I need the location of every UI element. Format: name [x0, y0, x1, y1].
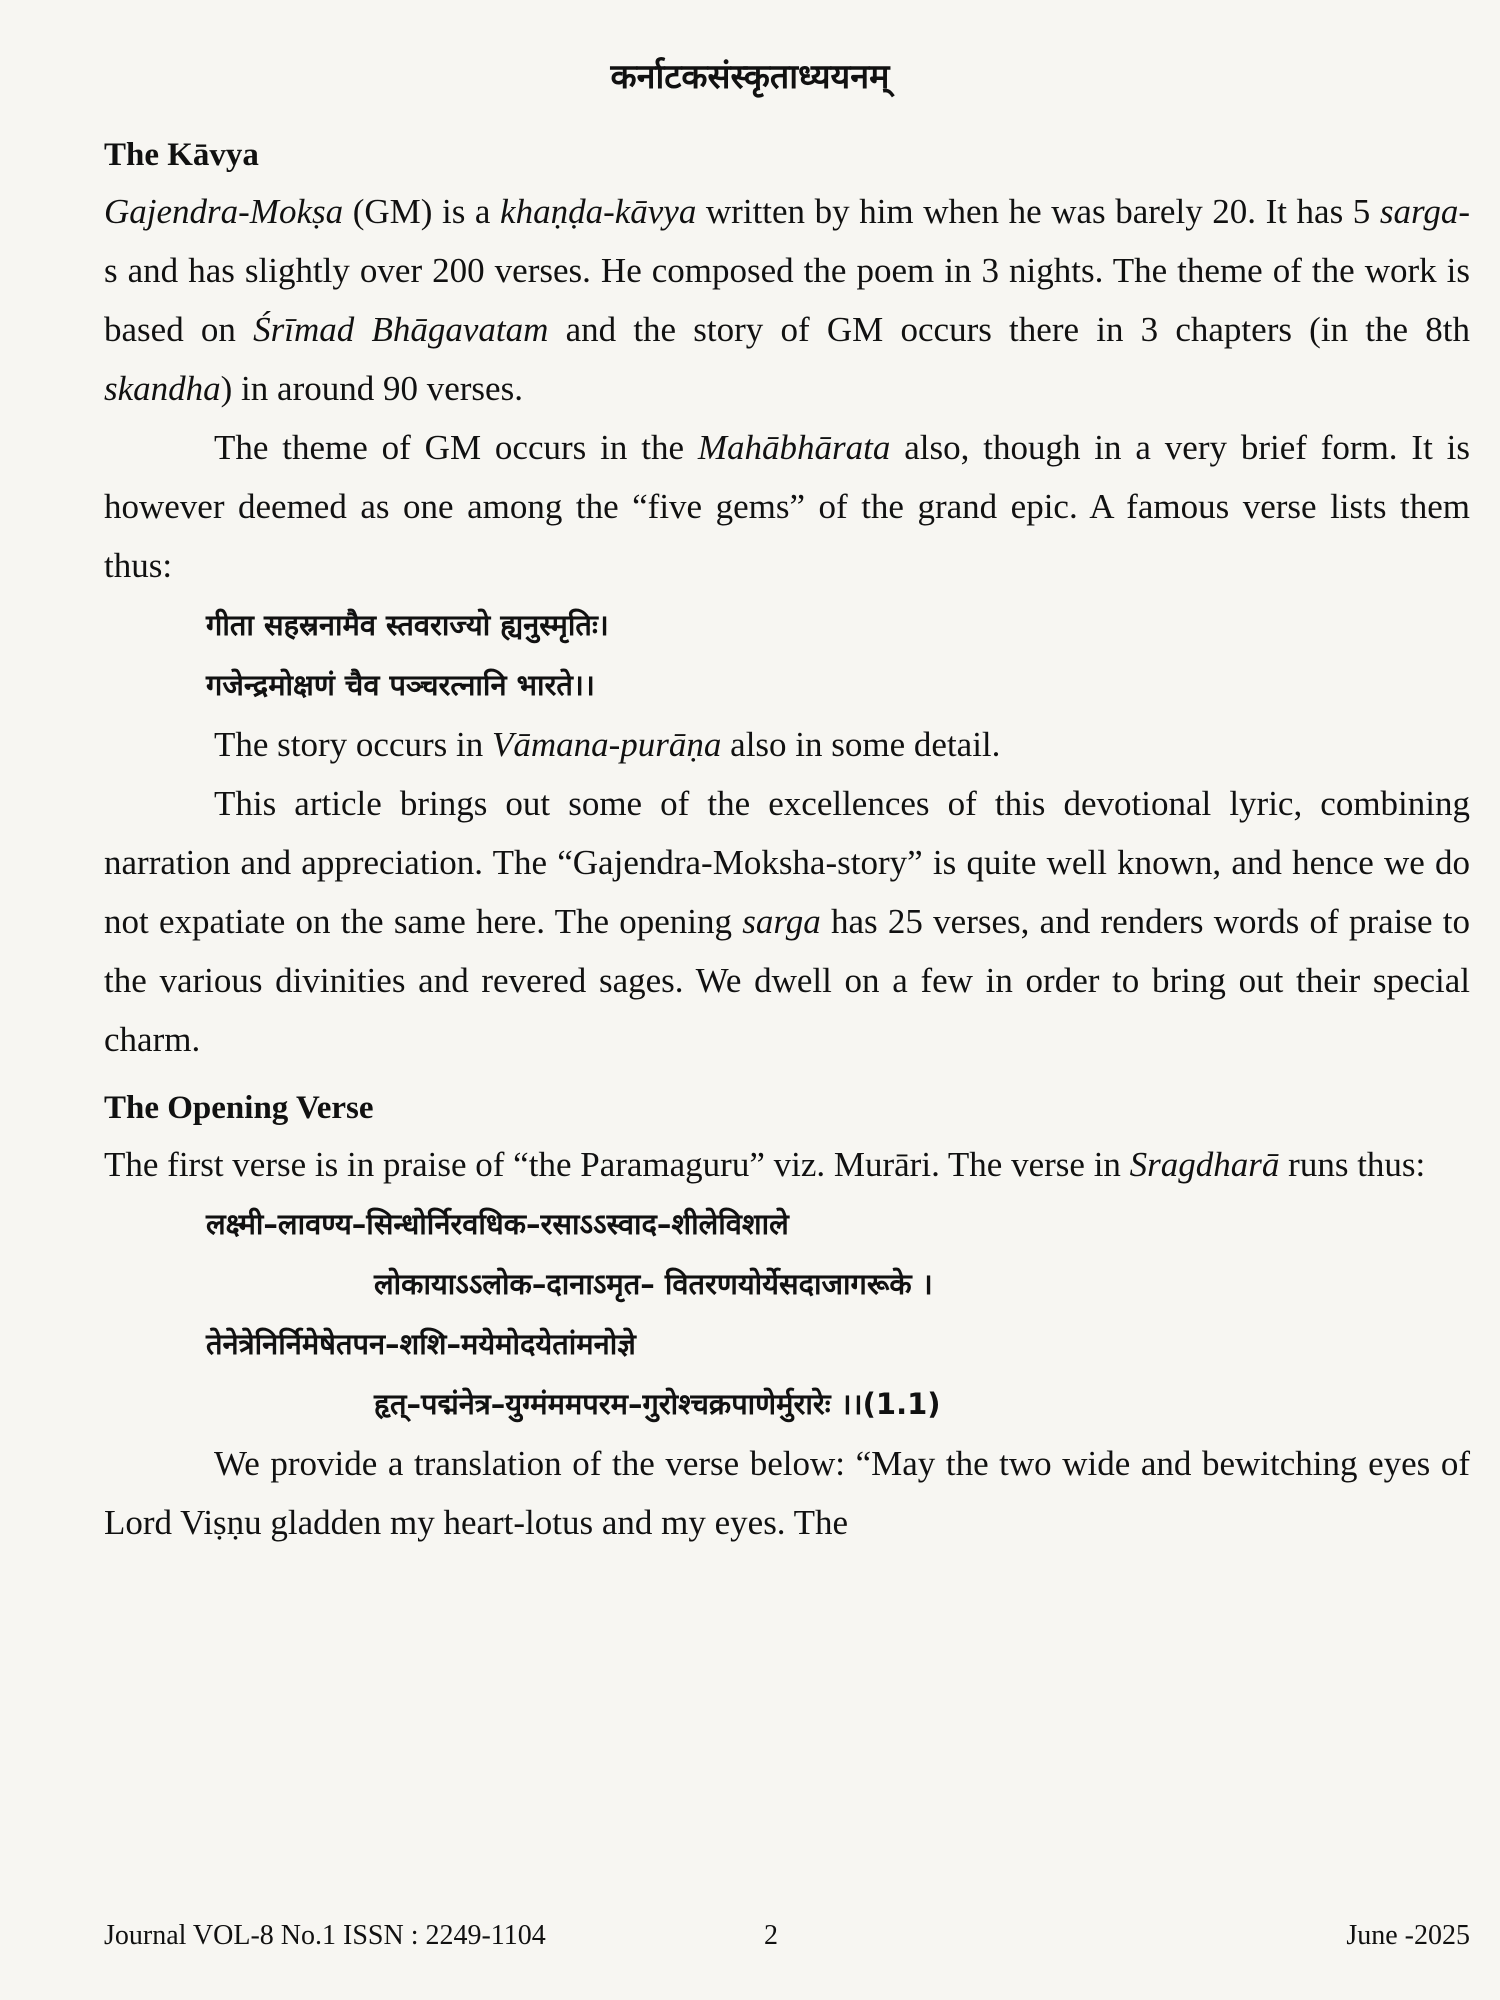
paragraph-vamana-purana: The story occurs in Vāmana-purāṇa also in some detail.: [214, 725, 1001, 764]
page-number: 2: [764, 1920, 778, 1951]
paragraph-gm-intro: Gajendra-Mokṣa (GM) is a khaṇḍa-kāvya written by him when he was barely 20. It has 5 sarga-s and has slightly over 200 verses. He composed the poem in 3 nights. The theme of the work is based on Śrīmad Bhāgavatam and the story of GM occurs there in 3 chapters (in the 8th skandha) in around 90 verses.: [104, 192, 1470, 408]
section-heading-kavya: The Kāvya: [104, 137, 259, 173]
verse-line: गजेन्द्रमोक्षणं चैव पञ्चरत्नानि भारते।।: [206, 668, 595, 702]
sanskrit-verse-1-1: [104, 1194, 1470, 1434]
section-heading-opening-verse: The Opening Verse: [104, 1090, 374, 1126]
article-body: [104, 128, 1470, 1552]
sanskrit-verse-five-gems: [104, 595, 1470, 715]
paragraph-article-purpose: This article brings out some of the excellences of this devotional lyric, combining narration and appreciation. The “Gajendra-Moksha-story” is quite well known, and hence we do not expatiate on the same here. The opening sarga has 25 verses, and renders words of praise to the various divinities and revered sages. We dwell on a few in order to bring out their special charm.: [104, 784, 1470, 1059]
paragraph-first-verse-intro: The first verse is in praise of “the Paramaguru” viz. Murāri. The verse in Sragdharā runs thus:: [104, 1145, 1426, 1184]
verse-line: लक्ष्मी–लावण्य–सिन्धोर्निरवधिक–रसाऽऽस्वाद–शीलेविशाले: [206, 1207, 789, 1241]
paragraph-mahabharata: The theme of GM occurs in the Mahābhārata also, though in a very brief form. It is however deemed as one among the “five gems” of the grand epic. A famous verse lists them thus:: [104, 428, 1471, 585]
verse-line: लोकायाऽऽलोक–दानाऽमृत– वितरणयोर्येसदाजागरूके ।: [374, 1267, 933, 1301]
verse-line: हृत्–पद्मंनेत्र–युग्मंममपरम–गुरोश्चक्रपाणेर्मुरारेः ।।(1.1): [374, 1387, 941, 1421]
running-header: कर्नाटकसंस्कृताध्ययनम्: [610, 57, 890, 97]
verse-line: तेनेत्रेनिर्निमेषेतपन–शशि–मयेमोदयेतांमनोज्ञे: [206, 1327, 636, 1361]
verse-line: गीता सहस्रनामैव स्तवराज्यो ह्यनुस्मृतिः।: [206, 608, 609, 642]
issue-date: June -2025: [1346, 1920, 1470, 1951]
page-footer: [104, 1920, 1470, 1952]
paragraph-translation: We provide a translation of the verse below: “May the two wide and bewitching eyes of Lord Viṣṇu gladden my heart-lotus and my eyes. The: [104, 1444, 1470, 1542]
journal-info: Journal VOL-8 No.1 ISSN : 2249-1104: [104, 1920, 546, 1951]
